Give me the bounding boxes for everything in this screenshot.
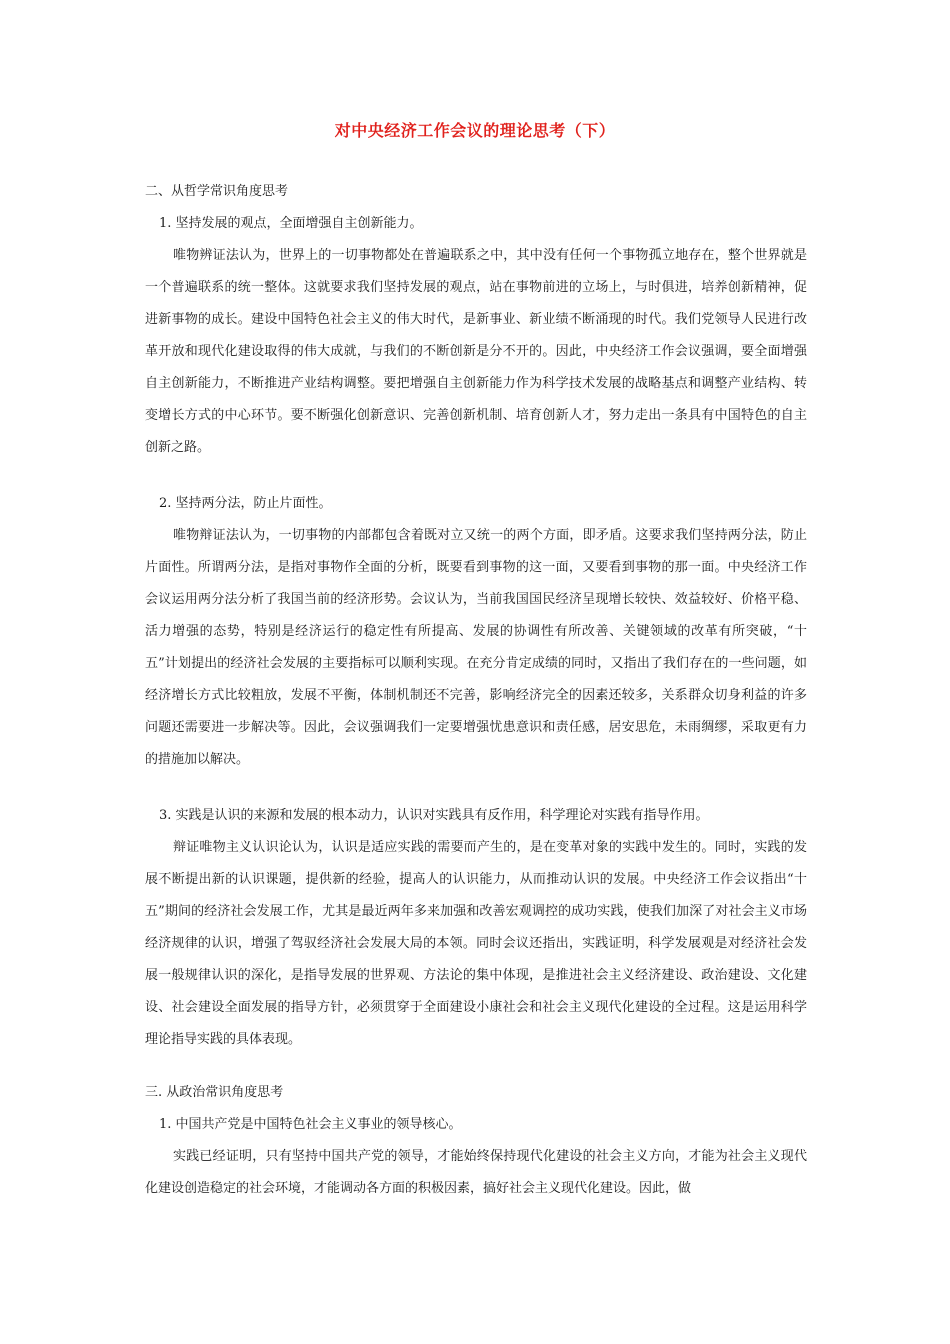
body-paragraph: 辩证唯物主义认识论认为，认识是适应实践的需要而产生的，是在变革对象的实践中发生的。同时，实践的发展不断提出新的认识课题，提供新的经验，提高人的认识能力，从而推动认识的发展。中央经济工作会议指出“十五”期间的经济社会发展工作，尤其是最近两年多来加强和改善宏观调控的成功实践，使我们加深了对社会主义市场经济规律的认识，增强了驾驭经济社会发展大局的本领。同时会议还指出，实践证明，科学发展观是对经济社会发展一般规律认识的深化，是指导发展的世界观、方法论的集中体现，是推进社会主义经济建设、政治建设、文化建设、社会建设全面发展的指导方针，必须贯穿于全面建设小康社会和社会主义现代化建设的全过程。这是运用科学理论指导实践的具体表现。 — [145, 840, 807, 1047]
document-body — [145, 182, 807, 1205]
item-heading: 1. 中国共产党是中国特色社会主义事业的领导核心。 — [159, 1117, 462, 1132]
item-heading: 1. 坚持发展的观点，全面增强自主创新能力。 — [159, 216, 423, 231]
paragraph-spacer — [145, 1056, 807, 1083]
section-heading: 二、从哲学常识角度思考 — [145, 184, 289, 199]
document-title: 对中央经济工作会议的理论思考（下） — [334, 121, 616, 140]
paragraph-spacer — [145, 776, 807, 806]
paragraph-spacer — [145, 464, 807, 494]
body-paragraph: 唯物辨证法认为，世界上的一切事物都处在普遍联系之中，其中没有任何一个事物孤立地存在，整个世界就是一个普遍联系的统一整体。这就要求我们坚持发展的观点，站在事物前进的立场上，与时俱进，培养创新精神，促进新事物的成长。建设中国特色社会主义的伟大时代，是新事业、新业绩不断涌现的时代。我们党领导人民进行改革开放和现代化建设取得的伟大成就，与我们的不断创新是分不开的。因此，中央经济工作会议强调，要全面增强自主创新能力，不断推进产业结构调整。要把增强自主创新能力作为科学技术发展的战略基点和调整产业结构、转变增长方式的中心环节。要不断强化创新意识、完善创新机制、培育创新人才，努力走出一条具有中国特色的自主创新之路。 — [145, 248, 807, 455]
section-heading: 三. 从政治常识角度思考 — [145, 1085, 284, 1100]
item-heading: 3. 实践是认识的来源和发展的根本动力，认识对实践具有反作用，科学理论对实践有指导作用。 — [159, 808, 709, 823]
body-paragraph: 实践已经证明，只有坚持中国共产党的领导，才能始终保持现代化建设的社会主义方向，才能为社会主义现代化建设创造稳定的社会环境，才能调动各方面的积极因素，搞好社会主义现代化建设。因此，做 — [145, 1149, 807, 1196]
item-heading: 2. 坚持两分法，防止片面性。 — [159, 496, 332, 511]
body-paragraph: 唯物辩证法认为，一切事物的内部都包含着既对立又统一的两个方面，即矛盾。这要求我们坚持两分法，防止片面性。所谓两分法，是指对事物作全面的分析，既要看到事物的这一面，又要看到事物的那一面。中央经济工作会议运用两分法分析了我国当前的经济形势。会议认为，当前我国国民经济呈现增长较快、效益较好、价格平稳、活力增强的态势，特别是经济运行的稳定性有所提高、发展的协调性有所改善、关键领域的改革有所突破，“十五”计划提出的经济社会发展的主要指标可以顺利实现。在充分肯定成绩的同时，又指出了我们存在的一些问题，如经济增长方式比较粗放，发展不平衡，体制机制还不完善，影响经济完全的因素还较多，关系群众切身利益的许多问题还需要进一步解决等。因此，会议强调我们一定要增强忧患意识和责任感，居安思危，未雨绸缪，采取更有力的措施加以解决。 — [145, 528, 807, 767]
